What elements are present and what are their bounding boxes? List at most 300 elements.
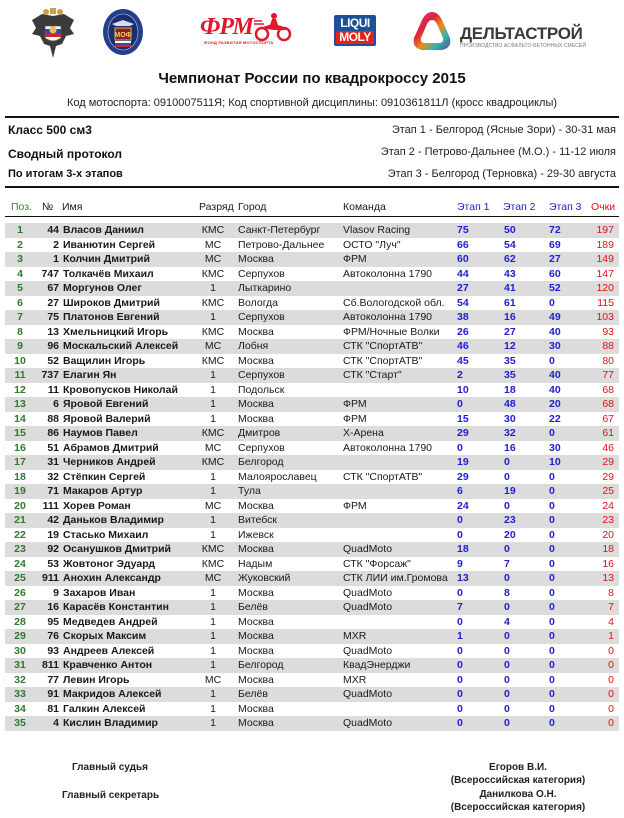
- position-cell: 28: [14, 615, 26, 628]
- stage1-cell: 75: [457, 224, 469, 236]
- stage3-cell: 20: [549, 398, 561, 410]
- table-row: [5, 513, 619, 528]
- stage3-cell: 0: [549, 528, 555, 541]
- stage3-cell: 52: [549, 282, 561, 294]
- stage1-cell: 38: [457, 311, 469, 323]
- position-cell: 7: [17, 311, 23, 323]
- points-cell: 120: [596, 282, 614, 294]
- rank-cell: 1: [210, 601, 216, 613]
- stage2-cell: 41: [504, 282, 516, 294]
- stage3-cell: 27: [549, 253, 561, 265]
- stage2-cell: 0: [504, 717, 510, 729]
- number-cell: 53: [47, 557, 59, 570]
- stage2-cell: 0: [504, 601, 510, 613]
- position-cell: 2: [17, 238, 23, 251]
- name-cell: Скорых Максим: [63, 630, 147, 642]
- stage2-cell: 54: [504, 238, 516, 251]
- name-cell: Москальский Алексей: [63, 340, 179, 352]
- city-cell: Москва: [238, 586, 274, 599]
- city-cell: Москва: [238, 644, 274, 657]
- stage2-cell: 18: [504, 383, 516, 396]
- city-cell: Дмитров: [238, 427, 281, 439]
- rank-cell: КМС: [201, 224, 225, 236]
- number-cell: 11: [47, 383, 59, 396]
- mof-logo: [102, 8, 144, 56]
- stage1-cell: 0: [457, 528, 463, 541]
- team-cell: QuadMoto: [343, 717, 393, 729]
- number-cell: 19: [47, 528, 59, 541]
- rank-cell: 1: [210, 688, 216, 700]
- rank-cell: МС: [204, 441, 222, 454]
- city-cell: Серпухов: [238, 369, 285, 381]
- stage3-cell: 0: [549, 427, 555, 439]
- name-cell: Хмельницкий Игорь: [63, 325, 169, 338]
- frm-logo-text: ФРМ: [200, 14, 253, 40]
- name-cell: Иванютин Сергей: [63, 238, 156, 251]
- stage2-cell: 0: [504, 659, 510, 671]
- stage3-cell: 0: [549, 601, 555, 613]
- position-cell: 27: [14, 601, 26, 613]
- stage3-cell: 40: [549, 369, 561, 381]
- points-cell: 147: [596, 267, 614, 280]
- number-cell: 81: [47, 702, 59, 715]
- deltastroy-subtitle: ПРОИЗВОДСТВО АСФАЛЬТО-БЕТОННЫХ СМЕСЕЙ: [460, 43, 587, 49]
- position-cell: 15: [14, 427, 26, 439]
- stage2-cell: 0: [504, 543, 510, 555]
- number-cell: 77: [47, 673, 59, 686]
- rank-cell: 1: [210, 528, 216, 541]
- number-cell: 27: [47, 296, 59, 309]
- header-num: №: [42, 201, 54, 213]
- team-cell: СТК "СпортАТВ": [343, 340, 423, 352]
- position-cell: 16: [14, 441, 26, 454]
- frm-logo: [200, 12, 292, 46]
- table-row: [5, 600, 619, 615]
- chief-judge-category: (Всероссийская категория): [450, 775, 586, 786]
- stage3-cell: 0: [549, 717, 555, 729]
- name-cell: Власов Даниил: [63, 224, 144, 236]
- city-cell: Москва: [238, 253, 274, 265]
- stage3-cell: 0: [549, 644, 555, 657]
- points-cell: 25: [602, 485, 614, 497]
- name-cell: Колчин Дмитрий: [63, 253, 150, 265]
- city-cell: Москва: [238, 499, 274, 512]
- rank-cell: 1: [210, 485, 216, 497]
- points-cell: 115: [597, 296, 614, 309]
- city-cell: Москва: [238, 702, 274, 715]
- name-cell: Карасёв Константин: [63, 601, 169, 613]
- points-cell: 93: [602, 325, 614, 338]
- city-cell: Жуковский: [238, 572, 291, 584]
- points-cell: 61: [602, 427, 614, 439]
- position-cell: 21: [14, 514, 26, 526]
- stage1-cell: 66: [457, 238, 469, 251]
- stage3-cell: 0: [549, 615, 555, 628]
- stage1-cell: 0: [457, 688, 463, 700]
- city-cell: Петрово-Дальнее: [238, 238, 325, 251]
- name-cell: Кислин Владимир: [63, 717, 158, 729]
- rank-cell: 1: [210, 586, 216, 599]
- position-cell: 6: [17, 296, 23, 309]
- number-cell: 95: [47, 615, 59, 628]
- number-cell: 52: [47, 354, 59, 367]
- points-cell: 68: [602, 383, 614, 396]
- stage1-cell: 13: [457, 572, 469, 584]
- stage2-cell: 43: [504, 267, 516, 280]
- stage1-cell: 29: [457, 470, 469, 483]
- team-cell: QuadMoto: [343, 601, 393, 613]
- chief-judge-name: Егоров В.И.: [489, 762, 547, 773]
- table-row: [5, 586, 619, 601]
- city-cell: Москва: [238, 717, 274, 729]
- coat-of-arms-logo: [28, 6, 78, 60]
- number-cell: 16: [47, 601, 59, 613]
- table-row: [5, 528, 619, 543]
- stage2-cell: 12: [504, 340, 516, 352]
- number-cell: 42: [47, 514, 59, 526]
- table-row: [5, 223, 619, 238]
- deltastroy-name: ДЕЛЬТАСТРОЙ: [460, 24, 583, 43]
- points-cell: 88: [602, 340, 614, 352]
- stage2-cell: 62: [504, 253, 516, 265]
- stage1-cell: 0: [457, 441, 463, 454]
- stage3-cell: 0: [549, 659, 555, 671]
- stage3-cell: 22: [549, 412, 561, 425]
- position-cell: 23: [14, 543, 26, 555]
- rank-cell: МС: [204, 253, 222, 265]
- name-cell: Черников Андрей: [63, 456, 156, 468]
- city-cell: Москва: [238, 354, 274, 367]
- name-cell: Наумов Павел: [63, 427, 138, 439]
- city-cell: Надым: [238, 557, 273, 570]
- name-cell: Широков Дмитрий: [63, 296, 160, 309]
- number-cell: 71: [47, 485, 59, 497]
- stage1-cell: 19: [457, 456, 469, 468]
- name-cell: Осанушков Дмитрий: [63, 543, 171, 555]
- stage2-cell: 0: [504, 702, 510, 715]
- header-name: Имя: [62, 201, 83, 213]
- city-cell: Лобня: [238, 340, 269, 352]
- deltastroy-logo: [412, 10, 612, 54]
- stage2-cell: 23: [504, 514, 516, 526]
- stage3-cell: 0: [549, 485, 555, 497]
- stage3-cell: 0: [549, 673, 555, 686]
- number-cell: 737: [41, 369, 59, 381]
- city-cell: Белгород: [238, 456, 284, 468]
- rank-cell: МС: [204, 340, 222, 352]
- rank-cell: 1: [210, 630, 216, 642]
- chief-secretary-label: Главный секретарь: [62, 790, 160, 801]
- table-row: [5, 252, 619, 267]
- table-row: [5, 644, 619, 659]
- points-cell: 24: [602, 499, 614, 512]
- team-cell: ФРМ: [343, 398, 367, 410]
- number-cell: 1: [53, 253, 59, 265]
- stage3-cell: 0: [549, 354, 555, 367]
- table-row: [5, 310, 619, 325]
- rank-cell: 1: [210, 282, 216, 294]
- page-title: Чемпионат России по квадрокроссу 2015: [158, 70, 466, 87]
- number-cell: 111: [42, 499, 59, 512]
- table-row: [5, 470, 619, 485]
- team-cell: QuadMoto: [343, 586, 393, 599]
- position-cell: 25: [14, 572, 26, 584]
- rank-cell: 1: [210, 644, 216, 657]
- team-cell: QuadMoto: [343, 688, 393, 700]
- name-cell: Толкачёв Михаил: [63, 267, 154, 280]
- name-cell: Макридов Алексей: [63, 688, 162, 700]
- results-table: [5, 223, 619, 731]
- team-cell: Автоколонна 1790: [343, 311, 432, 323]
- name-cell: Абрамов Дмитрий: [63, 441, 159, 454]
- team-cell: ФРМ: [343, 499, 367, 512]
- points-cell: 13: [602, 572, 614, 584]
- position-cell: 18: [14, 470, 26, 483]
- stage2-cell: 61: [504, 296, 516, 309]
- number-cell: 6: [53, 398, 59, 410]
- stage2-cell: 4: [504, 615, 510, 628]
- stage1-cell: 0: [457, 615, 463, 628]
- position-cell: 26: [14, 586, 26, 599]
- table-row: [5, 629, 619, 644]
- name-cell: Жовтоног Эдуард: [63, 557, 156, 570]
- stage1-cell: 0: [457, 659, 463, 671]
- name-cell: Кровопусков Николай: [63, 383, 178, 396]
- points-cell: 189: [596, 238, 614, 251]
- city-cell: Серпухов: [238, 311, 285, 323]
- name-cell: Яровой Валерий: [63, 412, 151, 425]
- team-cell: КвадЭнерджи: [343, 659, 411, 671]
- class-label: Класс 500 см3: [8, 123, 92, 137]
- points-cell: 1: [608, 630, 614, 642]
- points-cell: 4: [608, 615, 614, 628]
- city-cell: Белёв: [238, 601, 268, 613]
- chief-secretary-name: Данилкова О.Н.: [479, 789, 557, 800]
- position-cell: 29: [14, 630, 26, 642]
- header-team: Команда: [343, 201, 386, 213]
- table-row: [5, 658, 619, 673]
- protocol-label: Сводный протокол: [8, 147, 123, 161]
- team-cell: ФРМ: [343, 412, 367, 425]
- position-cell: 30: [14, 644, 26, 657]
- city-cell: Серпухов: [238, 441, 285, 454]
- header-pos: Поз.: [11, 201, 32, 213]
- number-cell: 92: [47, 543, 59, 555]
- city-cell: Москва: [238, 630, 274, 642]
- name-cell: Левин Игорь: [63, 673, 130, 686]
- team-cell: СТК "СпортАТВ": [343, 354, 423, 367]
- points-cell: 29: [602, 470, 614, 483]
- rank-cell: МС: [204, 673, 222, 686]
- stage1-cell: 9: [457, 557, 463, 570]
- city-cell: Москва: [238, 398, 274, 410]
- rank-cell: 1: [210, 514, 216, 526]
- stage3-cell: 0: [549, 543, 555, 555]
- points-cell: 0: [608, 702, 614, 715]
- stage2-cell: 19: [504, 485, 516, 497]
- table-row: [5, 499, 619, 514]
- position-cell: 32: [14, 673, 26, 686]
- stage3-cell: 0: [549, 572, 555, 584]
- team-cell: СТК "Старт": [343, 369, 402, 381]
- team-cell: СТК "СпортАТВ": [343, 470, 423, 483]
- team-cell: Сб.Вологодской обл.: [343, 296, 445, 309]
- name-cell: Стасько Михаил: [63, 528, 149, 541]
- points-cell: 23: [602, 514, 614, 526]
- name-cell: Стёпкин Сергей: [63, 470, 146, 483]
- position-cell: 9: [17, 340, 23, 352]
- points-cell: 149: [596, 253, 614, 265]
- stage1-cell: 0: [457, 673, 463, 686]
- rank-cell: КМС: [201, 456, 225, 468]
- summary-label: По итогам 3-х этапов: [8, 168, 123, 180]
- stage2-cell: 0: [504, 673, 510, 686]
- stage2-cell: 27: [504, 325, 516, 338]
- table-row: [5, 339, 619, 354]
- stage1-cell: 2: [457, 369, 463, 381]
- team-cell: MXR: [343, 630, 367, 642]
- stage2-cell: 0: [504, 572, 510, 584]
- stage1-cell: 0: [457, 717, 463, 729]
- team-cell: Х-Арена: [343, 427, 384, 439]
- stage2-cell: 35: [504, 369, 516, 381]
- stage1-cell: 7: [457, 601, 463, 613]
- table-row: [5, 368, 619, 383]
- number-cell: 31: [47, 456, 59, 468]
- points-cell: 68: [602, 398, 614, 410]
- rank-cell: КМС: [201, 557, 225, 570]
- table-row: [5, 281, 619, 296]
- deltastroy-mark-icon: [412, 10, 452, 52]
- stage-1-info: Этап 1 - Белгород (Ясные Зори) - 30-31 мая: [391, 124, 616, 136]
- team-cell: СТК "Форсаж": [343, 557, 411, 570]
- rank-cell: КМС: [201, 427, 225, 439]
- number-cell: 51: [47, 441, 59, 454]
- stage2-cell: 0: [504, 644, 510, 657]
- table-row: [5, 441, 619, 456]
- table-row: [5, 702, 619, 717]
- name-cell: Галкин Алексей: [63, 702, 146, 715]
- stage1-cell: 0: [457, 514, 463, 526]
- stage3-cell: 0: [549, 514, 555, 526]
- table-row: [5, 687, 619, 702]
- number-cell: 9: [53, 586, 59, 599]
- points-cell: 67: [602, 412, 614, 425]
- number-cell: 4: [53, 717, 59, 729]
- stage3-cell: 0: [549, 688, 555, 700]
- stage1-cell: 27: [457, 282, 469, 294]
- table-row: [5, 238, 619, 253]
- points-cell: 80: [602, 354, 614, 367]
- number-cell: 44: [47, 224, 59, 236]
- stage3-cell: 0: [549, 296, 555, 309]
- number-cell: 32: [47, 470, 59, 483]
- city-cell: Москва: [238, 325, 274, 338]
- divider-middle: [5, 186, 619, 188]
- rank-cell: МС: [204, 572, 222, 584]
- stage2-cell: 30: [504, 412, 516, 425]
- position-cell: 1: [17, 224, 23, 236]
- table-row: [5, 455, 619, 470]
- city-cell: Белгород: [238, 659, 284, 671]
- name-cell: Елагин Ян: [63, 369, 117, 381]
- stage3-cell: 0: [549, 702, 555, 715]
- stage1-cell: 1: [457, 630, 463, 642]
- points-cell: 8: [608, 586, 614, 599]
- position-cell: 20: [14, 499, 26, 512]
- stage1-cell: 45: [457, 354, 469, 367]
- name-cell: Платонов Евгений: [63, 311, 160, 323]
- city-cell: Серпухов: [238, 267, 285, 280]
- points-cell: 29: [602, 456, 614, 468]
- table-row: [5, 397, 619, 412]
- table-row: [5, 557, 619, 572]
- chief-judge-label: Главный судья: [72, 762, 148, 773]
- position-cell: 24: [14, 557, 26, 570]
- points-cell: 0: [608, 717, 614, 729]
- stage2-cell: 32: [504, 427, 516, 439]
- stage1-cell: 10: [457, 383, 469, 396]
- stage2-cell: 16: [504, 311, 516, 323]
- rank-cell: 1: [210, 659, 216, 671]
- points-cell: 0: [608, 659, 614, 671]
- position-cell: 31: [14, 659, 26, 671]
- points-cell: 77: [602, 369, 614, 381]
- stage-3-info: Этап 3 - Белгород (Терновка) - 29-30 августа: [387, 168, 616, 180]
- header-points: Очки: [591, 201, 616, 213]
- points-cell: 16: [602, 557, 614, 570]
- number-cell: 86: [47, 427, 59, 439]
- team-cell: MXR: [343, 673, 367, 686]
- position-cell: 8: [17, 325, 23, 338]
- stage3-cell: 72: [549, 224, 561, 236]
- stage3-cell: 69: [549, 238, 561, 251]
- name-cell: Андреев Алексей: [63, 644, 155, 657]
- number-cell: 747: [41, 267, 59, 280]
- divider-header: [5, 216, 619, 217]
- points-cell: 18: [602, 543, 614, 555]
- team-cell: Vlasov Racing: [343, 224, 411, 236]
- points-cell: 46: [602, 441, 614, 454]
- city-cell: Тула: [238, 485, 261, 497]
- stage3-cell: 30: [549, 441, 561, 454]
- table-row: [5, 325, 619, 340]
- rank-cell: 1: [210, 470, 216, 483]
- name-cell: Кравченко Антон: [63, 659, 153, 671]
- rank-cell: 1: [210, 311, 216, 323]
- stage2-cell: 8: [504, 586, 510, 599]
- stage1-cell: 24: [457, 499, 469, 512]
- rank-cell: 1: [210, 412, 216, 425]
- table-row: [5, 267, 619, 282]
- chief-secretary-category: (Всероссийская категория): [450, 802, 586, 813]
- svg-text:МОФ: МОФ: [114, 32, 132, 39]
- table-header: [0, 201, 624, 215]
- city-cell: Малоярославец: [238, 470, 317, 483]
- stage1-cell: 0: [457, 702, 463, 715]
- rank-cell: 1: [210, 702, 216, 715]
- stage1-cell: 46: [457, 340, 469, 352]
- team-cell: QuadMoto: [343, 644, 393, 657]
- position-cell: 35: [14, 717, 26, 729]
- sponsor-logos: [0, 0, 624, 62]
- position-cell: 10: [14, 354, 26, 367]
- position-cell: 13: [14, 398, 26, 410]
- stage2-cell: 16: [504, 441, 516, 454]
- number-cell: 93: [47, 644, 59, 657]
- team-cell: ОСТО "Луч": [343, 238, 401, 251]
- stage1-cell: 26: [457, 325, 469, 338]
